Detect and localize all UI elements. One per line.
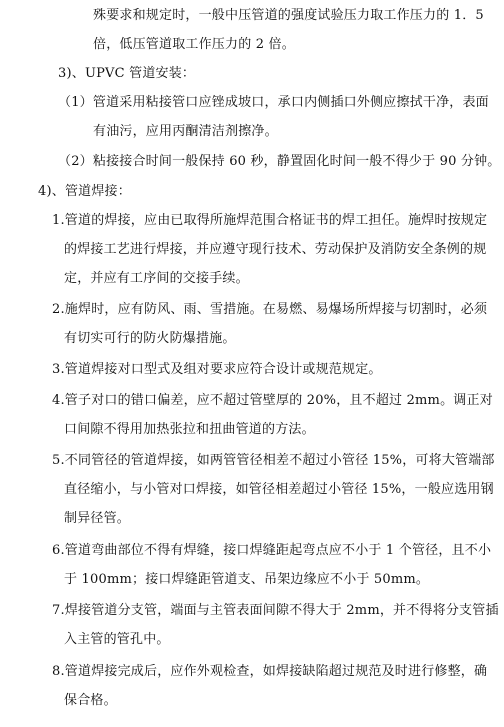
list-item-line: 制异径管。: [64, 511, 131, 526]
section-heading: 4)、管道焊接：: [38, 184, 131, 199]
list-item-line: 定，并应有工序间的交接手续。: [64, 271, 249, 286]
list-item-line: 有切实可行的防火防爆措施。: [64, 331, 236, 346]
section-heading: 3)、UPVC 管道安装：: [58, 66, 196, 81]
list-item-line: 8.管道焊接完成后，应作外观检查，如焊接缺陷超过规范及时进行修整，确: [52, 664, 488, 679]
list-item-line: 4.管子对口的错口偏差，应不超过管壁厚的 20%，且不超过 2mm。调正对: [52, 393, 493, 408]
list-item-line: 保合格。: [64, 693, 117, 708]
list-item-line: 于 100mm；接口焊缝距管道支、吊架边缘应不小于 50mm。: [64, 572, 430, 587]
paragraph-line: （2）粘接接合时间一般保持 60 秒，静置固化时间一般不得少于 90 分钟。: [58, 154, 501, 169]
list-item-line: 1.管道的焊接，应由已取得所施焊范围合格证书的焊工担任。施焊时按规定: [52, 213, 488, 228]
list-item-line: 3.管道焊接对口型式及组对要求应符合设计或规范规定。: [52, 362, 382, 377]
paragraph-line: 倍，低压管道取工作压力的 2 倍。: [93, 37, 295, 52]
list-item-line: 7.焊接管道分支管，端面与主管表面间隙不得大于 2mm，并不得将分支管插: [52, 603, 499, 618]
paragraph-line: 殊要求和规定时，一般中压管道的强度试验压力取工作压力的 1．5: [93, 8, 484, 23]
list-item-line: 直径缩小，与小管对口焊接，如管径相差超过小管径 15%，一般应选用钢: [64, 482, 494, 497]
list-item-line: 口间隙不得用加热张拉和扭曲管道的方法。: [64, 422, 315, 437]
list-item-line: 5.不同管径的管道焊接，如两管管径相差不超过小管径 15%，可将大管端部: [52, 453, 495, 468]
list-item-line: 入主管的管孔中。: [64, 632, 170, 647]
paragraph-line: （1）管道采用粘接管口应锉成坡口，承口内侧插口外侧应擦拭干净，表面: [58, 95, 489, 110]
list-item-line: 6.管道弯曲部位不得有焊缝，接口焊缝距起弯点应不小于 1 个管径，且不小: [52, 543, 492, 558]
paragraph-line: 有油污，应用丙酮清洁剂擦净。: [93, 124, 278, 139]
list-item-line: 的焊接工艺进行焊接，并应遵守现行技术、劳动保护及消防安全条例的规: [64, 242, 487, 257]
list-item-line: 2.施焊时，应有防风、雨、雪措施。在易燃、易爆场所焊接与切割时，必须: [52, 302, 488, 317]
